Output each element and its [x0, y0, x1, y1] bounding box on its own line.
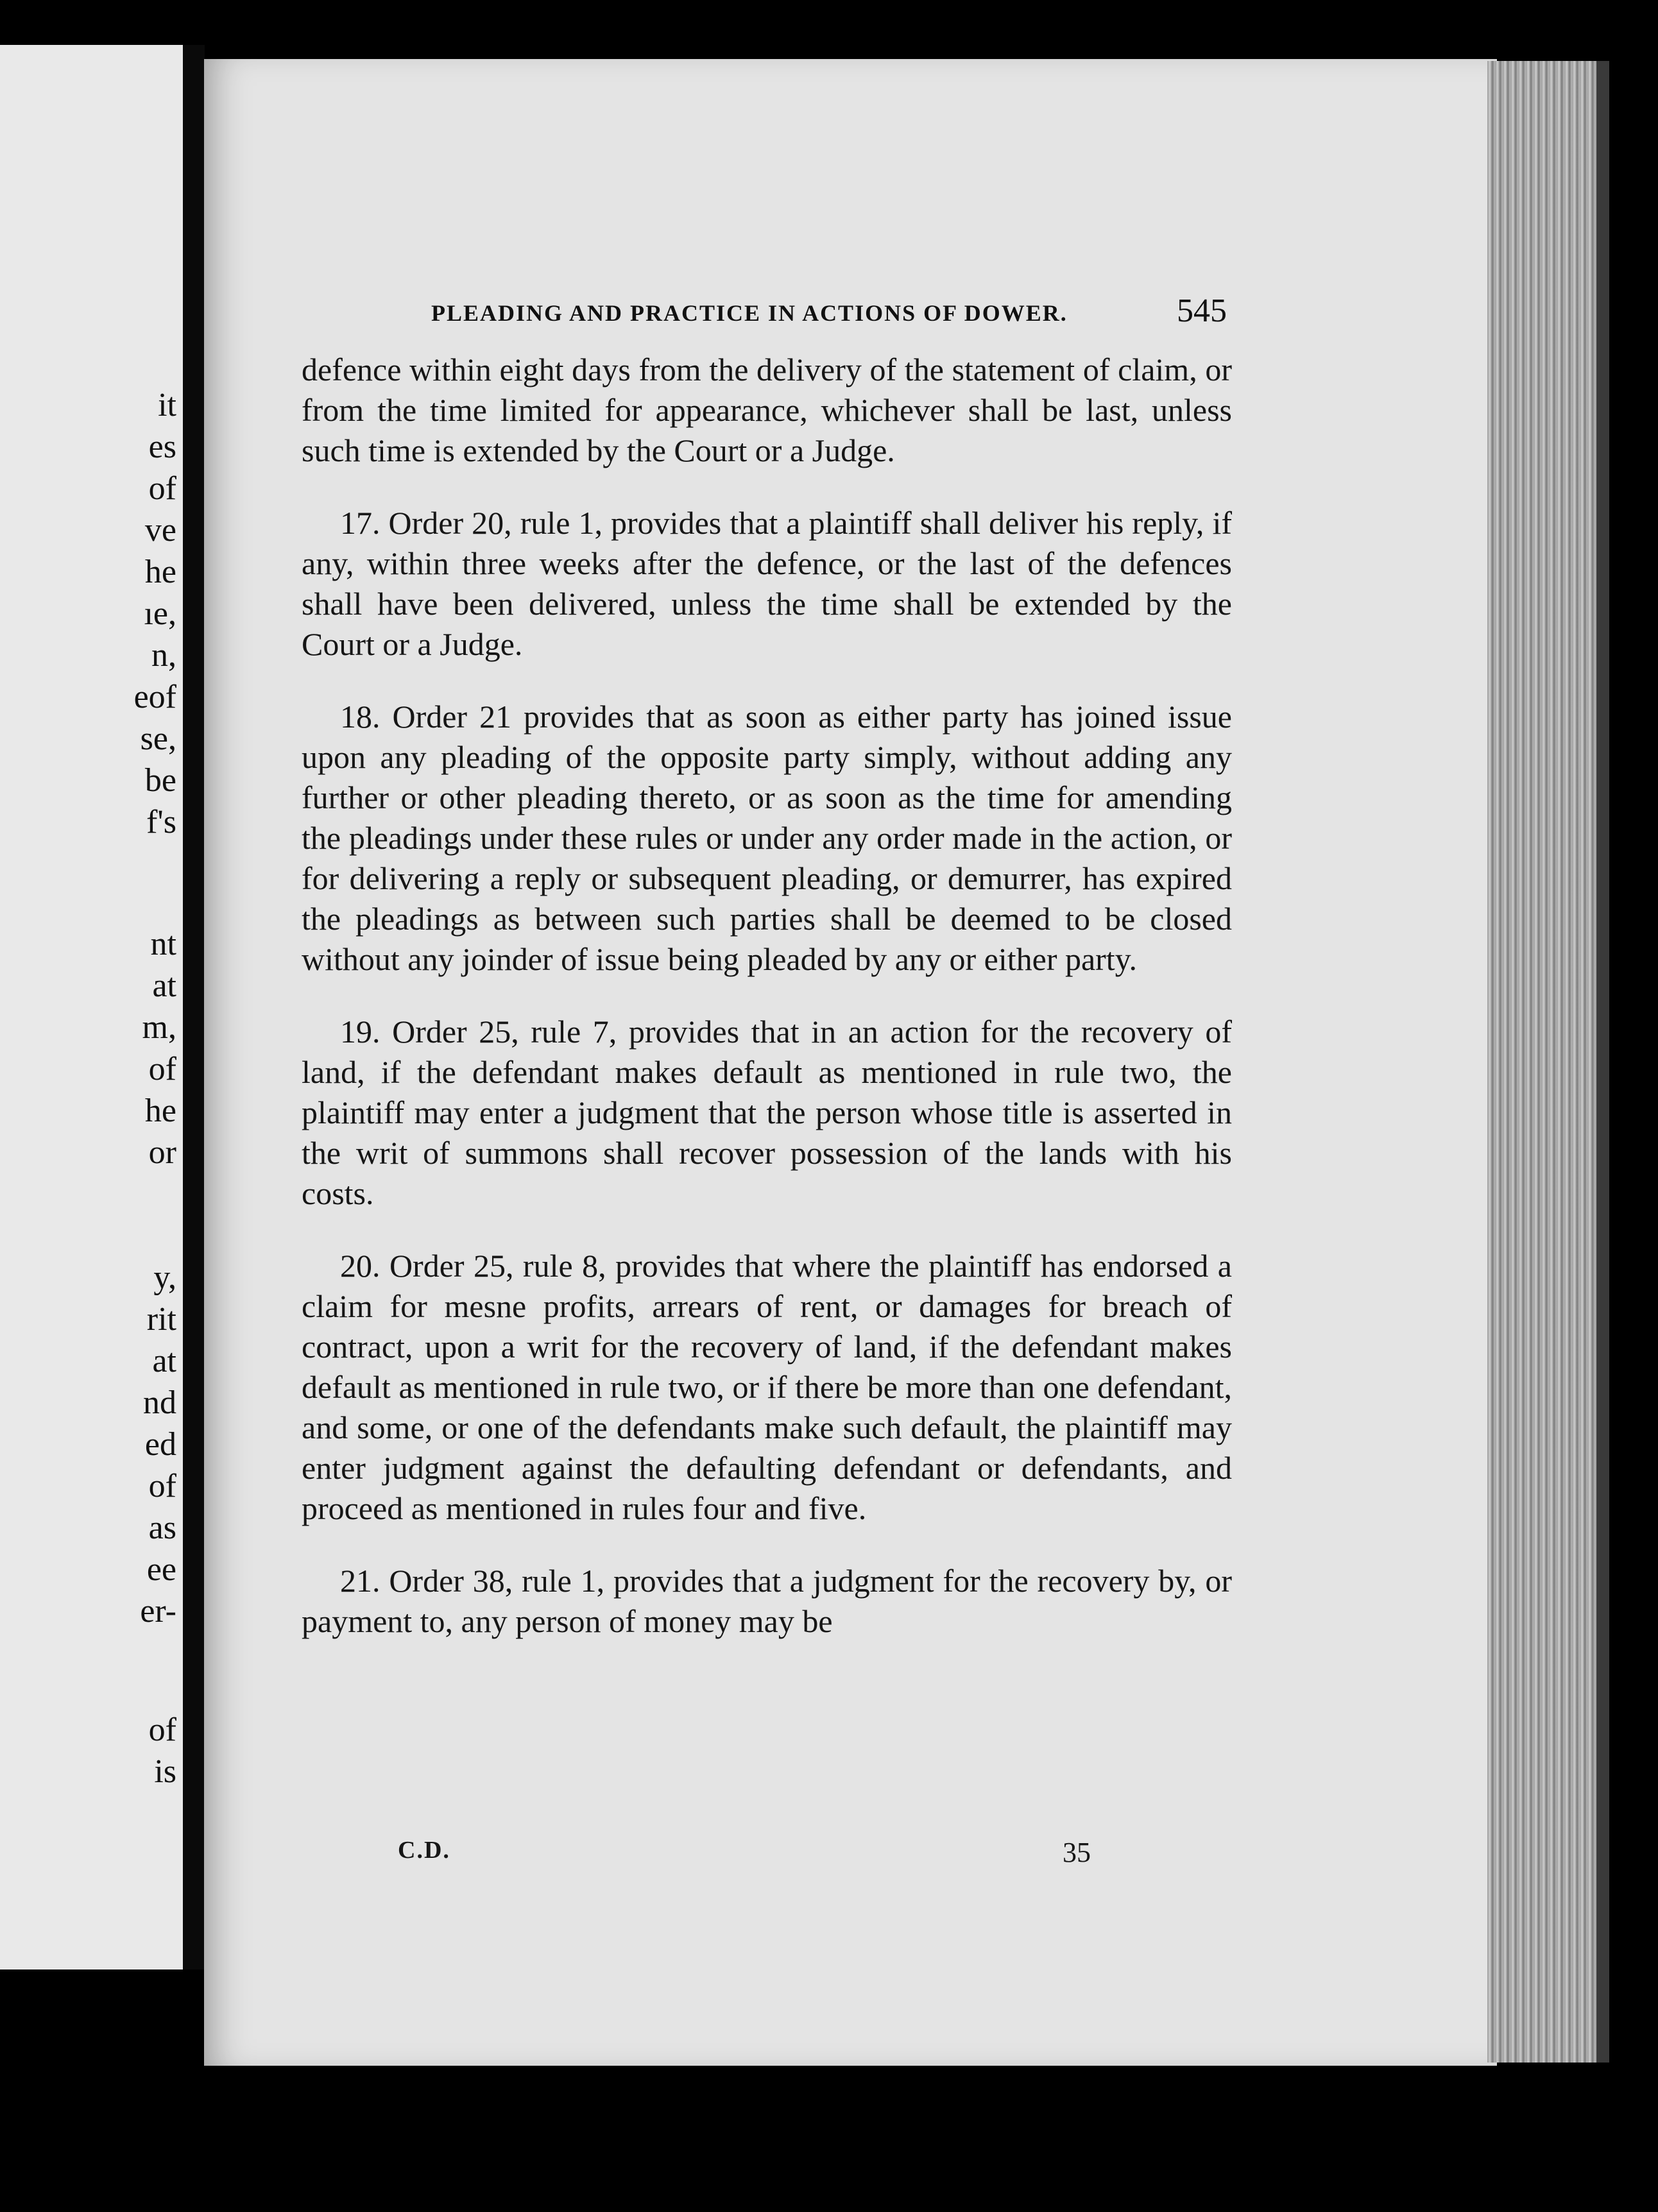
body-text	[302, 350, 1232, 1674]
paragraph-19: 19. Order 25, rule 7, provides that in an action for the recovery of land, if the defendant makes default as mentioned in rule two, the plaintiff may enter a judgment that the person whose title is asserted in the writ of summons shall recover possession of the lands with his costs.	[302, 1014, 1232, 1211]
facing-page-line: be	[144, 762, 176, 799]
facing-page-line: ee	[146, 1551, 176, 1588]
page-header	[431, 292, 1227, 337]
facing-page-line: es	[148, 429, 176, 465]
running-head: PLEADING AND PRACTICE IN ACTIONS OF DOWER.	[431, 300, 1068, 326]
facing-page-line: er-	[140, 1593, 176, 1629]
facing-page-line: y,	[153, 1259, 176, 1296]
facing-page-line: eof	[133, 679, 176, 715]
facing-page	[0, 45, 183, 1970]
facing-page-line: at	[152, 1343, 176, 1379]
page-edges	[1487, 61, 1596, 2063]
page-edges-shadow	[1596, 61, 1609, 2063]
facing-page-line: of	[148, 470, 176, 507]
facing-page-line: as	[148, 1510, 176, 1546]
facing-page-line: he	[144, 1093, 176, 1129]
paragraph-continuation: defence within eight days from the delivery of the statement of claim, or from the time limited for appearance, whichever shall be last, unless such time is extended by the Court or a Judge.	[302, 352, 1232, 468]
facing-page-line: he	[144, 554, 176, 590]
facing-page-line: is	[154, 1753, 176, 1790]
signature-number: 35	[1063, 1837, 1091, 1868]
facing-page-line: ve	[144, 512, 176, 549]
facing-page-line: at	[152, 967, 176, 1004]
facing-page-line: n,	[151, 637, 176, 674]
facing-page-line: of	[148, 1712, 176, 1748]
paragraph-18: 18. Order 21 provides that as soon as either party has joined issue upon any pleading of the opposite party simply, without adding any further or other pleading thereto, or as soon as the time for amending the pleadings under these rules or under any order made in the action, or for delivering a reply or subsequent pleading, or demurrer, has expired the pleadings as between such parties shall be deemed to be closed without any joinder of issue being pleaded by any or either party.	[302, 699, 1232, 977]
facing-page-line: nt	[150, 926, 176, 962]
book-gutter	[183, 45, 205, 1970]
facing-page-line: se,	[140, 720, 176, 757]
facing-page-line: rit	[146, 1301, 176, 1338]
page-footer	[398, 1836, 1091, 1875]
facing-page-line: of	[148, 1468, 176, 1504]
facing-page-line: ed	[144, 1426, 176, 1463]
facing-page-line: or	[148, 1134, 176, 1171]
facing-page-line: of	[148, 1051, 176, 1087]
facing-page-line: m,	[142, 1009, 176, 1046]
paragraph-21: 21. Order 38, rule 1, provides that a judgment for the recovery by, or payment to, any person of money may be	[302, 1563, 1232, 1639]
paragraph-20: 20. Order 25, rule 8, provides that where the plaintiff has endorsed a claim for mesne profits, arrears of rent, or damages for breach of contract, upon a writ for the recovery of land, if the defendant makes default as mentioned in rule two, or if there be more than one defendant, and some, or one of the defendants make such default, the plaintiff may enter judgment against the defaulting defendant or defendants, and proceed as mentioned in rules four and five.	[302, 1248, 1232, 1526]
facing-page-line: f's	[146, 804, 176, 840]
paragraph-17: 17. Order 20, rule 1, provides that a plaintiff shall deliver his reply, if any, within three weeks after the defence, or the last of the defences shall have been delivered, unless the time shall be extended by the Court or a Judge.	[302, 505, 1232, 662]
signature-mark: C.D.	[398, 1837, 450, 1864]
facing-page-line: nd	[143, 1384, 176, 1421]
facing-page-line: ıe,	[144, 595, 176, 632]
page-number: 545	[1177, 293, 1227, 329]
facing-page-line: it	[158, 387, 176, 423]
